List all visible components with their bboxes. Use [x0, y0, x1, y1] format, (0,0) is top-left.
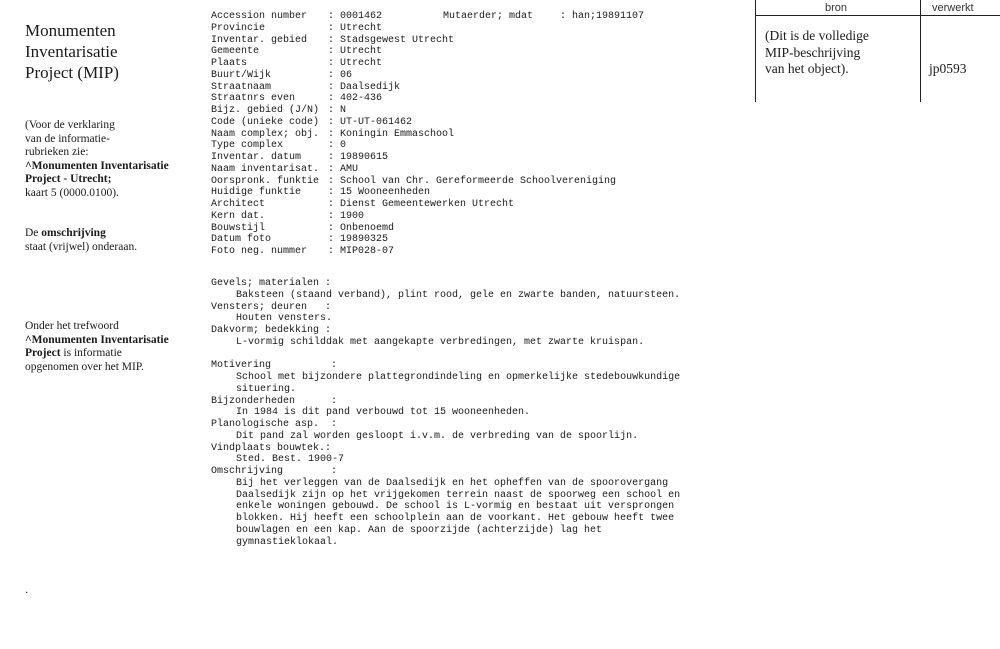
note-line: rubrieken zie: — [25, 146, 89, 159]
section-text: situering. — [236, 383, 297, 395]
field-label: Naam inventarisat. — [211, 163, 320, 175]
mutator-label: Mutaerder; mdat — [443, 11, 534, 22]
field-label: Datum foto — [211, 234, 272, 246]
field-value: 19890615 — [340, 152, 389, 163]
field-value: Utrecht — [340, 46, 383, 58]
section-text: L-vormig schilddak met aangekapte verbredingen, met zwarte kruispan. — [236, 336, 645, 348]
field-value: 0 — [340, 140, 347, 152]
field-value: 19890325 — [340, 234, 389, 246]
bron-line: van het object). — [765, 61, 849, 76]
stray-dot: . — [25, 582, 29, 596]
section-text: blokken. Hij heeft een schoolplein aan de voorkant. Het gebouw heeft twee — [236, 513, 675, 524]
header-bron: bron — [825, 2, 848, 14]
field-value: Koningin Emmaschool — [340, 128, 455, 140]
note-bold: omschrijving — [41, 227, 106, 239]
section-text: gymnastieklokaal. — [236, 536, 339, 548]
sidebar-title-line: Inventarisatie — [25, 42, 118, 61]
note-bold-line: Project — [25, 347, 61, 360]
field-label: Accession number — [211, 11, 308, 22]
field-value: 1900 — [340, 210, 365, 222]
field-separator: : — [328, 58, 335, 69]
verwerkt-code: jp0593 — [929, 61, 967, 76]
field-value: Utrecht — [340, 22, 383, 34]
field-label: Plaats — [211, 58, 248, 69]
section-heading: Dakvorm; bedekking : — [211, 325, 332, 336]
bron-text — [765, 28, 925, 78]
field-separator: : — [328, 22, 335, 34]
field-separator: : — [328, 128, 335, 140]
field-separator: : — [328, 175, 335, 187]
field-value: 15 Wooneenheden — [340, 187, 431, 199]
note-line: staat (vrijwel) onderaan. — [25, 240, 138, 253]
sidebar-note-description — [25, 227, 190, 254]
field-value: Daalsedijk — [340, 81, 401, 93]
note-line: opgenomen over het MIP. — [25, 360, 144, 373]
note-bold-line: ^Monumenten Inventarisatie — [25, 159, 169, 172]
field-separator: : — [328, 246, 335, 257]
note-line: (Voor de verklaring — [25, 119, 115, 131]
field-separator: : — [328, 234, 335, 246]
field-value: Dienst Gemeentewerken Utrecht — [340, 199, 515, 210]
sidebar-title — [25, 20, 175, 83]
field-label: Inventar. datum — [211, 152, 302, 163]
field-label: Foto neg. nummer — [211, 246, 308, 257]
note-line: kaart 5 (0000.0100). — [25, 186, 119, 199]
section-text: Bij het verleggen van de Daalsedijk en het opheffen van de spoorovergang — [236, 477, 669, 489]
field-label: Bijz. gebied (J/N) — [211, 105, 320, 116]
field-separator: : — [328, 222, 335, 234]
bron-line: MIP-beschrijving — [765, 44, 861, 60]
mutator-value: : han;19891107 — [560, 11, 645, 22]
field-separator: : — [328, 187, 335, 199]
field-separator: : — [328, 34, 335, 46]
section-heading: Planologische asp. : — [211, 419, 338, 430]
section-heading: Bijzonderheden : — [211, 395, 338, 407]
field-label: Inventar. gebied — [211, 34, 308, 46]
sidebar-title-line: Monumenten — [25, 21, 116, 40]
note-line: van de informatie- — [25, 132, 110, 145]
section-heading: Omschrijving : — [211, 466, 338, 477]
box-header-border — [755, 15, 1000, 16]
field-separator: : — [328, 163, 335, 175]
field-value: 402-436 — [340, 93, 383, 105]
field-label: Type complex — [211, 140, 284, 152]
field-separator: : — [328, 81, 335, 93]
field-label: Huidige funktie — [211, 187, 302, 199]
bron-line: (Dit is de volledige — [765, 28, 869, 43]
section-text: Sted. Best. 1900-7 — [236, 454, 345, 466]
field-separator: : — [328, 93, 335, 105]
field-value: Utrecht — [340, 58, 383, 69]
field-value: MIP028-07 — [340, 246, 395, 257]
note-line: Onder het trefwoord — [25, 320, 119, 332]
field-separator: : — [328, 140, 335, 152]
field-value: Onbenoemd — [340, 222, 395, 234]
field-value: AMU — [340, 163, 359, 175]
field-value: N — [340, 105, 347, 116]
section-heading: Vindplaats bouwtek.: — [211, 442, 332, 454]
field-label: Straatnaam — [211, 81, 272, 93]
field-label: Bouwstijl — [211, 222, 266, 234]
field-label: Straatnrs even — [211, 93, 296, 105]
field-label: Kern dat. — [211, 210, 266, 222]
field-value: UT-UT-061462 — [340, 116, 413, 128]
note-bold-line: ^Monumenten Inventarisatie — [25, 333, 169, 346]
field-separator: : — [328, 69, 335, 81]
description-sections — [211, 278, 680, 548]
field-separator: : — [328, 46, 335, 58]
mutator-field — [443, 11, 645, 23]
field-label: Oorspronk. funktie — [211, 175, 320, 187]
section-text: School met bijzondere plattegrondindeling en opmerkelijke stedebouwkundige — [236, 372, 681, 383]
field-label: Gemeente — [211, 46, 260, 58]
field-label: Architect — [211, 199, 266, 210]
field-value: Stadsgewest Utrecht — [340, 34, 455, 46]
sidebar-title-line: Project (MIP) — [25, 63, 119, 82]
header-verwerkt: verwerkt — [932, 2, 974, 14]
section-text: bouwlagen en een kap. Aan de spoorzijde (achterzijde) lag het — [236, 524, 603, 536]
section-heading: Gevels; materialen : — [211, 278, 332, 289]
field-label: Provincie — [211, 22, 266, 34]
field-value: 06 — [340, 69, 353, 81]
section-text: Dit pand zal worden gesloopt i.v.m. de verbreding van de spoorlijn. — [236, 430, 639, 442]
field-separator: : — [328, 199, 335, 210]
field-label: Naam complex; obj. — [211, 128, 320, 140]
field-separator: : — [328, 116, 335, 128]
field-separator: : — [328, 105, 335, 116]
field-value: School van Chr. Gereformeerde Schoolvereniging — [340, 175, 617, 187]
sidebar-note-keyword — [25, 320, 190, 374]
field-separator: : — [328, 210, 335, 222]
field-separator: : — [328, 152, 335, 163]
section-text: Houten vensters. — [236, 313, 333, 325]
note-text: is informatie — [60, 347, 122, 360]
section-heading: Vensters; deuren : — [211, 301, 332, 313]
field-label: Code (unieke code) — [211, 116, 320, 128]
source-box — [755, 0, 1000, 102]
note-text: De — [25, 227, 42, 239]
section-heading: Motivering : — [211, 360, 338, 372]
note-bold-line: Project - Utrecht; — [25, 173, 112, 186]
section-text: enkele woningen gebouwd. De school is L-vormig en bestaat uit versprongen — [236, 501, 675, 513]
field-label: Buurt/Wijk — [211, 69, 272, 81]
sidebar-note-explanation — [25, 119, 190, 201]
section-text: In 1984 is dit pand verbouwd tot 15 wooneenheden. — [236, 407, 531, 419]
field-separator: : — [328, 11, 335, 22]
section-text: Baksteen (staand verband), plint rood, gele en zwarte banden, natuursteen. — [236, 289, 681, 301]
section-gap — [211, 349, 680, 361]
field-value: 0001462 — [340, 11, 383, 22]
section-text: Daalsedijk zijn op het vrijgekomen terrein naast de spoorweg een school en — [236, 489, 681, 501]
